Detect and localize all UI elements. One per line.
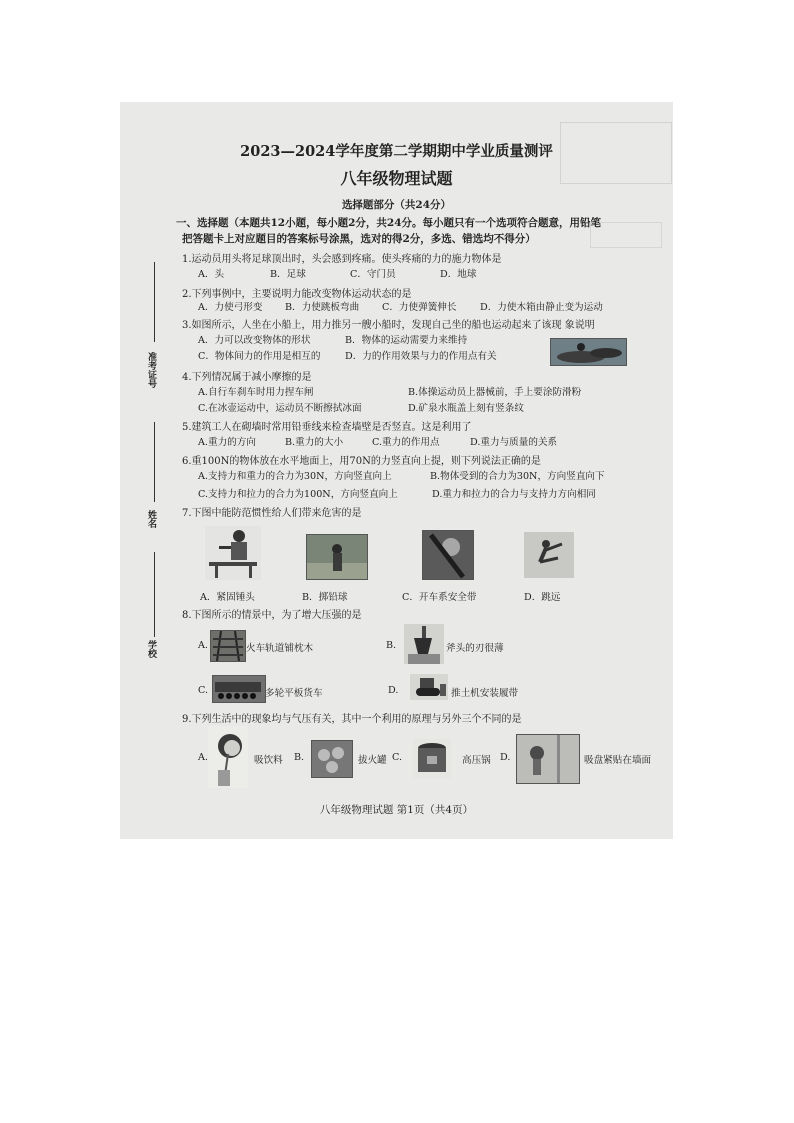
- school-blank-line: [154, 552, 155, 637]
- q9-option-b-letter: B.: [294, 752, 305, 763]
- q5-option-c: C.重力的作用点: [372, 437, 440, 448]
- q1-option-a: A．头: [198, 269, 225, 280]
- shot-put-image: [306, 534, 368, 580]
- railway-icon: [211, 631, 245, 661]
- q5-option-b: B.重力的大小: [285, 437, 344, 448]
- q7-option-d: D．跳远: [524, 592, 561, 603]
- axe-blade-image: [404, 624, 444, 664]
- q1-option-d: D．地球: [440, 269, 477, 280]
- question-4-stem: 4.下列情况属于减小摩擦的是: [182, 372, 312, 383]
- boat-push-image: [550, 338, 627, 366]
- seat-belt-icon: [423, 531, 473, 579]
- q4-option-c: C.在冰壶运动中，运动员不断擦拭冰面: [198, 403, 362, 414]
- railway-sleepers-image: [210, 630, 246, 662]
- q1-option-b: B．足球: [270, 269, 306, 280]
- page-footer: 八年级物理试题 第1页（共4页）: [319, 804, 474, 816]
- long-jump-image: [524, 532, 574, 578]
- section-heading: 选择题部分（共24分）: [341, 199, 452, 211]
- q3-option-b: B．物体的运动需要力来维持: [345, 335, 468, 346]
- axe-icon: [404, 624, 444, 664]
- flatbed-truck-image: [212, 675, 266, 703]
- instruction-line-2: 把答题卡上对应题目的答案标号涂黑，选对的得2分，多选、错选均不得分）: [182, 233, 536, 245]
- question-8-stem: 8.下图所示的情景中，为了增大压强的是: [182, 610, 362, 621]
- q3-option-d: D．力的作用效果与力的作用点有关: [345, 351, 497, 362]
- question-7-stem: 7.下图中能防范惯性给人们带来危害的是: [182, 508, 362, 519]
- q6-option-a: A.支持力和重力的合力为30N，方向竖直向上: [198, 471, 392, 482]
- question-6-stem: 6.重100N的物体放在水平地面上，用70N的力竖直向上提，则下列说法正确的是: [182, 456, 541, 467]
- exam-title: 2023—2024学年度第二学期期中学业质量测评: [240, 143, 553, 160]
- q4-option-d: D.矿泉水瓶盖上刻有竖条纹: [408, 403, 524, 414]
- q6-option-d: D.重力和拉力的合力与支持力方向相同: [432, 489, 596, 500]
- cupping-icon: [312, 741, 352, 777]
- question-5-stem: 5.建筑工人在砌墙时常用铅垂线来检查墙壁是否竖直。这是利用了: [182, 422, 472, 433]
- q3-option-a: A．力可以改变物体的形状: [198, 335, 311, 346]
- question-9-stem: 9.下列生活中的现象均与气压有关，其中一个利用的原理与另外三个不同的是: [182, 714, 522, 725]
- bulldozer-icon: [410, 674, 448, 700]
- q2-option-b: B．力使跳板弯曲: [285, 302, 360, 313]
- q5-option-a: A.重力的方向: [198, 437, 256, 448]
- q9-option-d-text: 吸盘紧贴在墙面: [584, 755, 652, 766]
- q1-option-c: C．守门员: [350, 269, 396, 280]
- pressure-cooker-image: [413, 738, 451, 778]
- cupping-image: [311, 740, 353, 778]
- q6-option-c: C.支持力和拉力的合力为100N，方向竖直向上: [198, 489, 398, 500]
- q7-option-c: C．开车系安全带: [402, 592, 477, 603]
- q8-option-c-text: 多轮平板货车: [265, 688, 323, 699]
- school-label: 学校: [146, 640, 156, 658]
- q8-option-a-text: 火车轨道铺枕木: [246, 643, 314, 654]
- q8-option-a-letter: A.: [198, 640, 208, 651]
- hammer-icon: [205, 526, 261, 580]
- q7-option-a: A．紧固锤头: [200, 592, 255, 603]
- q9-option-c-text: 高压锅: [462, 755, 491, 766]
- q5-option-d: D.重力与质量的关系: [470, 437, 558, 448]
- q7-option-b: B．掷铅球: [302, 592, 348, 603]
- question-1-stem: 1.运动员用头将足球顶出时，头会感到疼痛。使头疼痛的力的施力物体是: [182, 254, 502, 265]
- boat-icon: [551, 339, 626, 365]
- seat-belt-image: [422, 530, 474, 580]
- q9-option-b-text: 拔火罐: [358, 755, 387, 766]
- drinking-straw-image: [208, 726, 248, 788]
- q9-option-a-letter: A.: [198, 752, 208, 763]
- q9-option-a-text: 吸饮料: [254, 755, 283, 766]
- q8-option-d-text: 推土机安装履带: [451, 688, 519, 699]
- id-label: 准考证号: [146, 352, 156, 388]
- question-3-stem: 3.如图所示，人坐在小船上，用力推另一艘小船时，发现自己坐的船也运动起来了该现 象说明: [182, 320, 595, 331]
- q8-option-b-text: 斧头的刃很薄: [446, 643, 504, 654]
- q8-option-c-letter: C.: [198, 685, 209, 696]
- q3-option-c: C．物体间力的作用是相互的: [198, 351, 321, 362]
- long-jump-icon: [524, 532, 574, 578]
- straw-drink-icon: [208, 726, 248, 788]
- q9-option-d-letter: D.: [500, 752, 511, 763]
- shot-put-icon: [307, 535, 367, 579]
- q8-option-b-letter: B.: [386, 640, 397, 651]
- suction-cup-image: [516, 734, 580, 784]
- instruction-line-1: 一、选择题（本题共12小题，每小题2分，共24分。每小题只有一个选项符合题意，用铅笔: [176, 217, 602, 229]
- q2-option-d: D．力使木箱由静止变为运动: [480, 302, 603, 313]
- exam-subtitle: 八年级物理试题: [340, 169, 453, 188]
- q2-option-c: C．力使弹簧伸长: [382, 302, 457, 313]
- truck-icon: [213, 676, 265, 702]
- name-label: 姓名: [146, 510, 156, 528]
- bulldozer-image: [410, 674, 448, 700]
- name-blank-line: [154, 422, 155, 502]
- hammer-tightening-image: [205, 526, 261, 580]
- q4-option-a: A.自行车刹车时用力捏车闸: [198, 387, 314, 398]
- q2-option-a: A．力使弓形变: [198, 302, 263, 313]
- q8-option-d-letter: D.: [388, 685, 399, 696]
- question-2-stem: 2.下列事例中，主要说明力能改变物体运动状态的是: [182, 289, 412, 300]
- pressure-cooker-icon: [413, 738, 451, 778]
- suction-cup-icon: [517, 735, 579, 783]
- q9-option-c-letter: C.: [392, 752, 403, 763]
- q4-option-b: B.体操运动员上器械前，手上要涂防滑粉: [408, 387, 582, 398]
- exam-paper-photo: [120, 102, 673, 839]
- id-blank-line: [154, 262, 155, 342]
- q6-option-b: B.物体受到的合力为30N，方向竖直向下: [430, 471, 605, 482]
